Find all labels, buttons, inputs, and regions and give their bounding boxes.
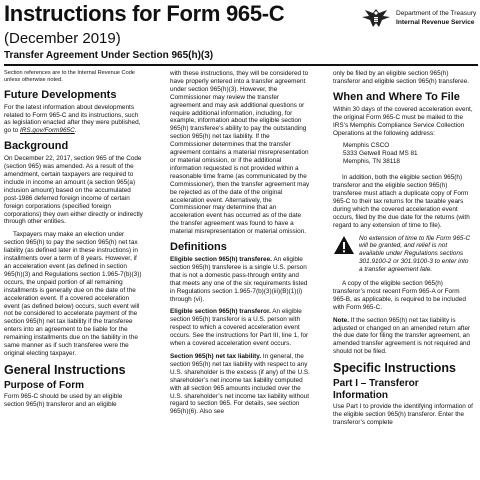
background-paragraph-1: On December 22, 2017, section 965 of the Code (section 965) was amended. As a result of the amendment, certain taxpayers are required to include in income an amount (a section 965(a) inclusion amount) based on the accumulated post-1986 deferred foreign income of certain foreign corporations (specified foreign corporations) they own either directly or indirectly through other entities. — [4, 155, 143, 226]
column-2 — [170, 70, 310, 480]
when-where-to-file-heading: When and Where To File — [333, 90, 460, 103]
agency-irs: Internal Revenue Service — [396, 19, 475, 26]
purpose-of-form-heading: Purpose of Form — [4, 379, 85, 391]
future-developments-body: For the latest information about developments related to Form 965-C and its instructions, such as legislation enacted after they were published, go to — [4, 103, 141, 135]
caution-text: No extension of time to file Form 965-C will be granted, and relief is not available under Regulations sections 301.9100-2 or 301.9100-3 to enter into a transfer agreement late. — [359, 234, 471, 274]
address-line-2: 5333 Getwell Road MS 81 — [343, 150, 418, 158]
definition-term: Eligible section 965(h) transferor. — [170, 308, 271, 316]
specific-instructions-heading: Specific Instructions — [333, 361, 456, 376]
revision-date: (December 2019) — [4, 30, 121, 47]
agency-department: Department of the Treasury — [396, 10, 477, 17]
caution-box — [333, 235, 473, 275]
part-1-text: Use Part I to provide the identifying information of the eligible section 965(h) transferor. Enter the transferor’s complete — [333, 403, 473, 426]
definition-net-tax-liability — [170, 353, 310, 416]
duplicate-copy-paragraph: In addition, both the eligible section 965(h) transferor and the eligible section 965(h) transferee must attach a duplicate copy of Form 965-C to their tax returns for the taxable years during which the covered acceleration event occurs, filed by the due date for the returns (with regard to any extension of time to file). — [333, 174, 470, 229]
note-text: If the section 965(h) net tax liability is adjusted or changed on an amended return after the due date for filing the transfer agreement, an amended transfer agreement is not required and should not be filed. — [333, 316, 471, 356]
general-instructions-heading: General Instructions — [4, 362, 126, 377]
mailing-address — [343, 142, 473, 166]
future-developments-heading: Future Developments — [4, 88, 117, 101]
column-1 — [4, 70, 144, 480]
page-title: Instructions for Form 965-C — [4, 1, 285, 26]
caution-icon — [333, 235, 355, 255]
treasury-eagle-icon — [360, 6, 392, 30]
definition-term: Section 965(h) net tax liability. — [170, 353, 262, 360]
column-3 — [333, 70, 473, 480]
header-rule — [4, 64, 478, 66]
definition-text: An eligible section 965(h) transferee is a single U.S. person that is not a domestic pass-through entity and that meets any one of the six requirements listed in Regulations section 1.965-7(b)(3)(iii)(B)(1)(i) through (vi). — [170, 256, 308, 303]
definition-term: Eligible section 965(h) transferee. — [170, 256, 272, 264]
page-subtitle: Transfer Agreement Under Section 965(h)(3) — [4, 50, 214, 61]
future-developments-text — [4, 104, 144, 136]
purpose-of-form-text: Form 965-C should be used by an eligible section 965(h) transferor and an eligible — [4, 392, 123, 408]
note-label: Note. — [333, 316, 349, 324]
filer-eligibility-paragraph: only be filed by an eligible section 965(h) transferor and eligible section 965(h) transferee. — [333, 70, 470, 85]
definition-text: An eligible section 965(h) transferor is a U.S. person with respect to which a covered acceleration event occurs. See the instructions for Part III, line 1, for when a covered acceleration event occurs. — [170, 308, 309, 348]
part-1-heading: Part I – Transferor Information — [333, 378, 419, 401]
address-line-3: Memphis, TN 38118 — [343, 158, 400, 166]
copy-requirement-paragraph: A copy of the eligible section 965(h) transferor’s most recent Form 965-A or Form 965-B, as applicable, is required to be included with Form 965-C. — [333, 280, 466, 311]
when-to-file-paragraph: Within 30 days of the covered acceleration event, the original Form 965-C must be mailed to the IRS’s Memphis Compliance Service Collection Operations at the following address: — [333, 105, 473, 137]
definitions-heading: Definitions — [170, 241, 227, 254]
definition-eligible-transferee — [170, 256, 310, 303]
definition-eligible-transferor — [170, 308, 310, 348]
background-heading: Background — [4, 140, 69, 153]
note-paragraph — [333, 317, 473, 357]
address-line-1: Memphis CSCO — [343, 142, 390, 150]
future-developments-tail: . — [74, 127, 77, 135]
section-references-note: Section references are to the Internal Revenue Code unless otherwise noted. — [4, 70, 135, 83]
form-965c-link[interactable]: IRS.gov/Form965C — [20, 127, 75, 135]
background-paragraph-2: Taxpayers may make an election under section 965(h) to pay the section 965(h) net tax liability (as defined later in these instructions) in installments over a term of 8 years. However, if an acceleration event (as defined in section 965(h)(3) and Regulations section 1.965-7(b)(3)) occurs, the unpaid portion of all remaining installments is generally due on the date of the acceleration event. If a covered acceleration event (as defined below) occurs, such event will not be considered to accelerate payment of the section 965(h) net tax liability if the transferee enters into an agreement to be liable for the remaining installments due on the liability in the same manner as if such transferee were the original electing taxpayer. — [4, 231, 142, 357]
transfer-agreement-review-paragraph: with these instructions, they will be considered to have properly entered into a transfer agreement under section 965(h)(3). However, the Commissioner may review the transfer agreement and may ask additional questions or require additional information, including, for example, information about the eligible section 965(h) transferee’s ability to pay the outstanding section 965(h) net tax liability. If the Commissioner determines that the transfer agreement contains a material misrepresentation or material omission, or if the additional information requested is not provided within a reasonable time frame (as communicated by the Commissioner), then the transfer agreement may be rejected as of the date of the original acceleration event. Alternatively, the Commissioner may determine that an acceleration event has occurred as of the date the transfer agreement was found to have a material misrepresentation or material omission. — [170, 70, 310, 236]
definition-text: In general, the section 965(h) net tax liability with respect to any U.S. shareholder is the excess (if any) of the U.S. shareholder’s net income tax liability computed with all section 965 amounts included over the U.S. shareholder’s net income tax liability without regard to section 965. For details, see section 965(h)(6). Also see — [170, 353, 310, 416]
